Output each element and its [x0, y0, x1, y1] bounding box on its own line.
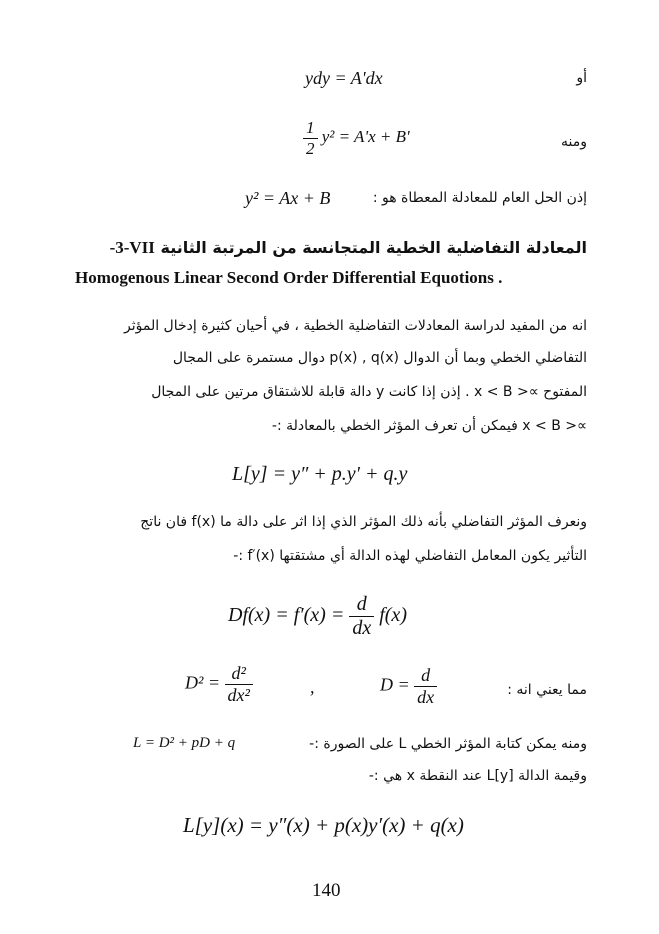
section-heading-english: Homogenous Linear Second Order Differential Equotions . [75, 268, 503, 287]
fraction-d-dx-small [414, 665, 437, 707]
general-solution-text: إذن الحل العام للمعادلة المعطاة هو : [372, 190, 587, 206]
fraction-denominator: dx [352, 617, 372, 639]
equation-d [380, 665, 437, 707]
para2-line1: ونعرف المؤثر التفاضلي بأنه ذلك المؤثر الذي إذا اثر على دالة ما f(x) فان ناتج [140, 514, 587, 530]
fraction-d2-dx2 [225, 663, 253, 705]
para3-line1: ومنه يمكن كتابة المؤثر الخطي L على الصورة :- [309, 736, 587, 752]
section-heading-arabic [110, 238, 587, 258]
section-title-ar: المعادلة التفاضلية الخطية المتجانسة من المرتبة الثانية [160, 238, 587, 257]
fraction-d-dx [349, 593, 374, 640]
para3-line2: وقيمة الدالة L[y] عند النقطة x هي :- [368, 768, 587, 784]
general-solution-equation: y² = Ax + B [245, 188, 331, 208]
para1-line1: انه من المفيد لدراسة المعادلات التفاضلية الخطية ، في أحيان كثيرة إدخال المؤثر [124, 318, 587, 334]
equation-final: L[y](x) = y″(x) + p(x)y′(x) + q(x) [183, 813, 464, 837]
fraction-denominator: dx [417, 686, 435, 707]
fraction-numerator: 1 [303, 118, 318, 139]
fraction-numerator: d² [225, 663, 253, 685]
equation-d-squared [185, 663, 253, 705]
eq-d-left: Df(x) = f′(x) = [228, 604, 345, 627]
equation-ydy: ydy = A'dx [305, 68, 383, 88]
fraction-numerator: d [414, 665, 437, 687]
equation-differential-operator [228, 593, 407, 640]
equation-rest: y² = A'x + B' [321, 126, 410, 146]
page-number: 140 [312, 880, 341, 901]
equation-linear-operator: L[y] = y″ + p.y′ + q.y [232, 463, 408, 485]
fraction-half [303, 118, 318, 158]
or-label: أو [576, 70, 587, 86]
para2-line2: التأثير يكون المعامل التفاضلي لهذه الدالة أي مشتقتها f′(x) :- [233, 548, 587, 564]
eq-d2-left: D² = [185, 672, 221, 693]
fraction-denominator: 2 [306, 138, 315, 158]
and-from-label: ومنه [561, 134, 587, 150]
para1-line4: ∝< x < B فيمكن أن تعرف المؤثر الخطي بالمعادلة :- [271, 418, 587, 434]
fraction-numerator: d [349, 593, 374, 617]
eq-d-operator-left: D = [380, 674, 410, 695]
eq-d-right: f(x) [379, 604, 407, 627]
meaning-label: مما يعني انه : [507, 682, 587, 698]
para1-line2: التفاضلي الخطي وبما أن الدوال p(x) , q(x) دوال مستمرة على المجال [172, 350, 587, 366]
fraction-denominator: dx² [227, 684, 250, 705]
comma-separator: , [310, 677, 315, 697]
equation-integrated [303, 118, 410, 158]
operator-form-equation: L = D² + pD + q [133, 735, 236, 751]
para1-line3: المفتوح ∝< x < B . إذن إذا كانت y دالة قابلة للاشتقاق مرتين على المجال [151, 384, 587, 400]
section-number: -3-VII [109, 238, 155, 257]
